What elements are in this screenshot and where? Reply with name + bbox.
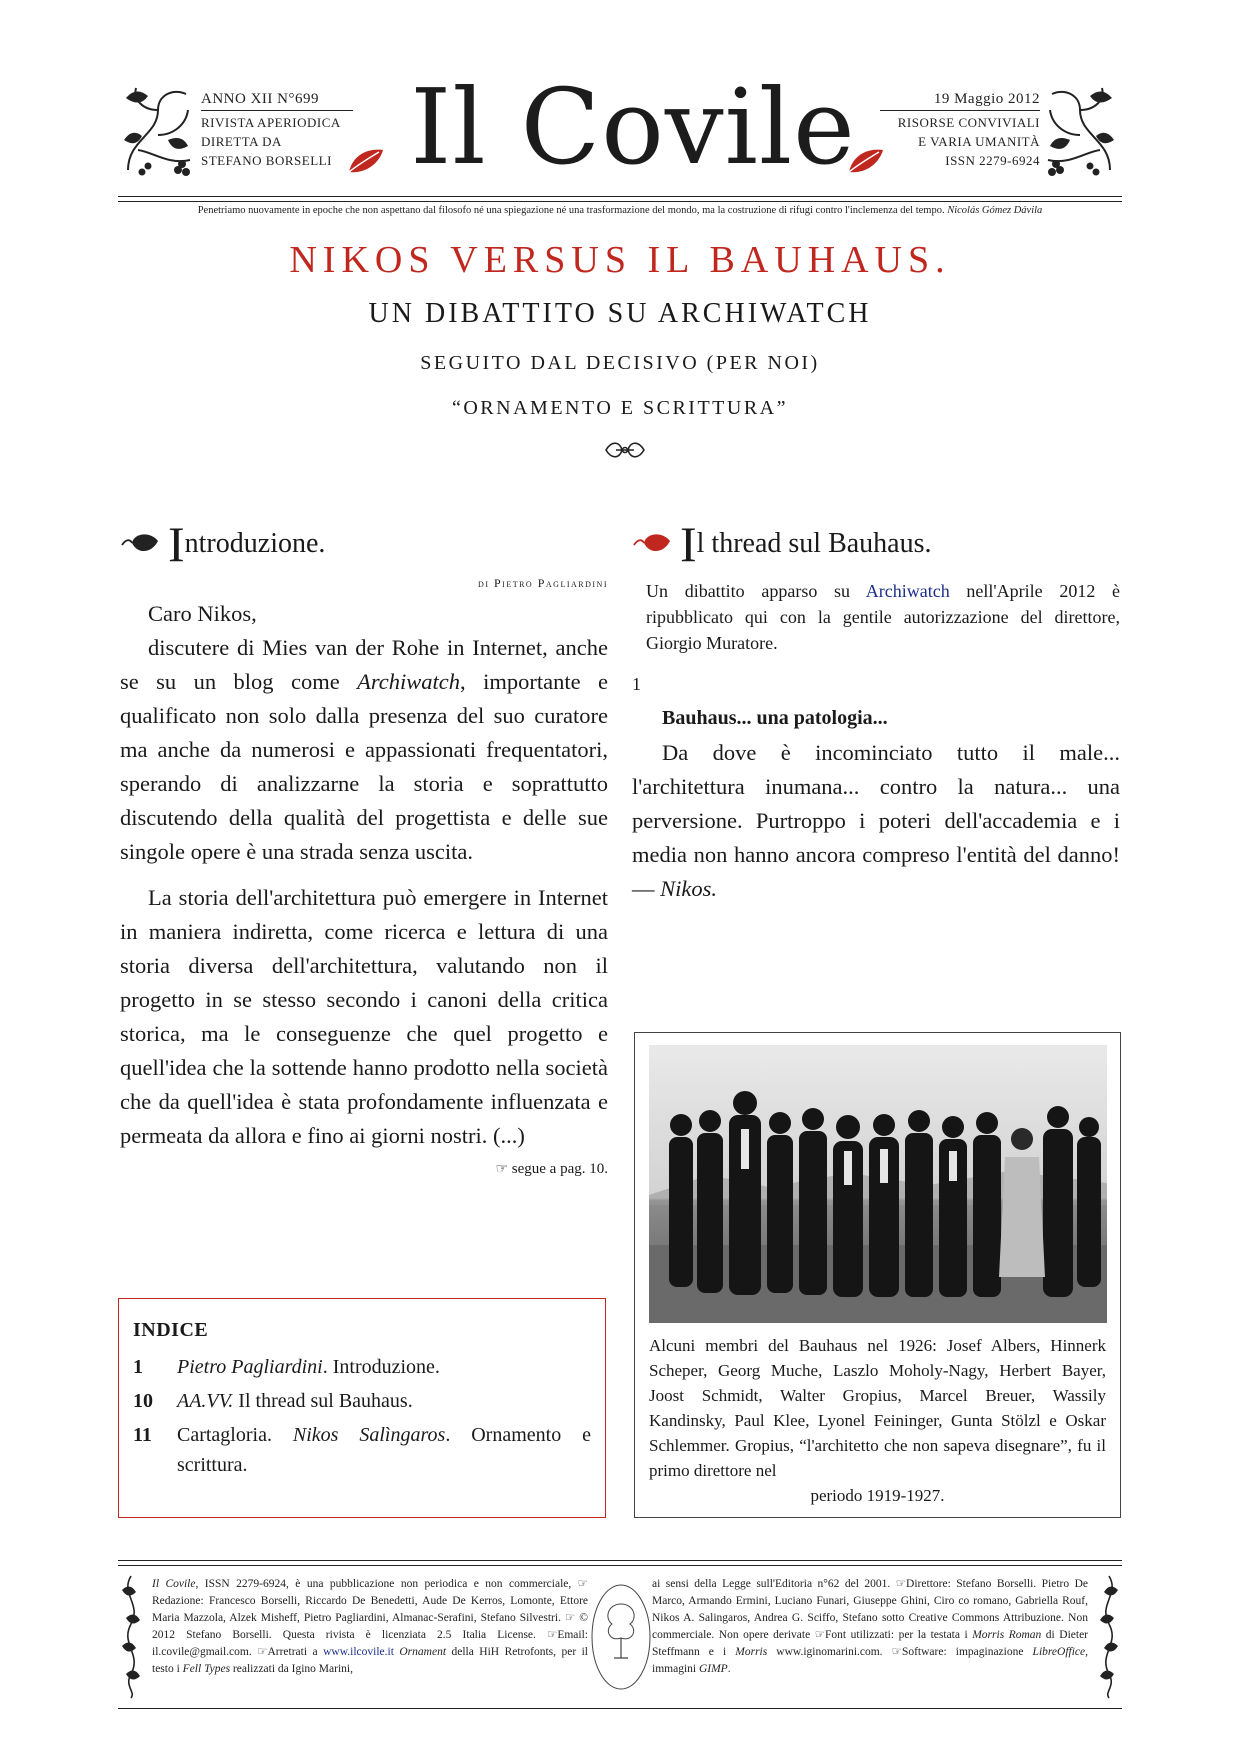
intro-heading-text: ntroduzione. [184, 528, 326, 559]
thread-intro [632, 578, 1120, 656]
page-subtitle-2: SEGUITO DAL DECISIVO (PER NOI) [420, 352, 820, 374]
hedera-icon [120, 531, 160, 557]
page-title: NIKOS VERSUS IL BAUHAUS. [289, 239, 951, 281]
vine-ornament-icon [118, 80, 196, 180]
colophon-software-libreoffice: LibreOffice [1032, 1646, 1086, 1658]
colophon-left-tail-2: realizzati da Igino Marini, [230, 1663, 353, 1675]
masthead-left-line: RIVISTA APERIODICA [201, 115, 341, 130]
colophon-right-text-d: , immagini [652, 1646, 1089, 1675]
vine-ornament-icon [1096, 1574, 1122, 1700]
page-subtitle-3: “ORNAMENTO E SCRITTURA” [451, 397, 788, 419]
motto [118, 204, 1122, 218]
colophon-right-text-b: di Dieter Steffmann e i [652, 1629, 1089, 1658]
colophon-bottom-rule [118, 1708, 1122, 1709]
page-subtitle: UN DIBATTITO SU ARCHIWATCH [368, 298, 872, 329]
intro-body [120, 597, 608, 1153]
intro-heading [120, 516, 608, 572]
vine-ornament-icon [118, 1574, 144, 1700]
index-page-number: 1 [133, 1356, 143, 1378]
motto-text: Penetriamo nuovamente in epoche che non aspettano dal filosofo né una spiegazione né una trasformazione del mondo, ma la costruzione di rifugi contro l'inclemenza del tempo. [197, 205, 945, 216]
colophon-right [652, 1576, 1088, 1678]
fleuron-icon [602, 438, 648, 462]
intro-heading-initial: I [168, 516, 185, 572]
index-entry-author: Pietro Pagliardini [177, 1356, 323, 1378]
index-item[interactable] [133, 1420, 591, 1480]
archiwatch-emphasis: Archiwatch [357, 669, 461, 694]
masthead-left-line: DIRETTA DA [201, 134, 282, 149]
index-item[interactable] [133, 1386, 591, 1416]
intro-paragraph-1-text: discutere di Mies van der Rohe in Internet, anche se su un blog come [120, 635, 608, 694]
motto-author: Nicolás Gómez Dávila [947, 205, 1043, 216]
thread-signature: Nikos. [660, 876, 718, 901]
thread-column [632, 516, 1120, 906]
introduction-column [120, 516, 608, 1178]
photo-caption-text: Alcuni membri del Bauhaus nel 1926: Josef Albers, Hinnerk Scheper, Georg Muche, Laszlo Moholy-Nagy, Herbert Bayer, Joost Schmidt, Walter Gropius, Marcel Breuer, Wassily Kandinsky, Paul Klee, Lyonel Feininger, Gunta Stölzl e Oskar Schlemmer. Gropius, “l'architetto che non sapeva disegnare”, fu il primo direttore nel [649, 1336, 1106, 1480]
colophon-font-name-2: Fell Types [182, 1663, 231, 1675]
colophon-rule [118, 1560, 1122, 1566]
colophon-font-name: Ornament [399, 1646, 447, 1658]
masthead-right-info [880, 90, 1040, 170]
index-entry-title: . Ornamento e scrittura. [177, 1424, 591, 1476]
masthead-right-line: E VARIA UMANITÀ [918, 134, 1040, 149]
leaf-icon [345, 146, 385, 176]
issue-number: ANNO XII N°699 [201, 90, 353, 111]
masthead-title: Il Covile [410, 66, 856, 188]
photo-figure [634, 1032, 1121, 1518]
hedera-icon [632, 531, 672, 557]
thread-heading-text: l thread sul Bauhaus. [696, 528, 932, 559]
colophon-left [152, 1576, 588, 1678]
intro-paragraph-1 [120, 631, 608, 869]
intro-paragraph-2: La storia dell'architettura può emergere in Internet in maniera indiretta, come ricerca e lettura di una storia diversa dell'architettura, valutando non il progetto in se stesso secondo i canoni della critica storica, ma le conseguenze che quel progetto e quell'idea che la sottende hanno prodotto nella società che da quell'idea è stata profondamente influenzata e permeata da allora e fino ai giorni nostri. (...) [120, 885, 608, 1148]
colophon-font-morris: Morris [735, 1646, 768, 1658]
colophon-font-morris-roman: Morris Roman [972, 1629, 1042, 1641]
issue-date: 19 Maggio 2012 [880, 90, 1040, 111]
masthead-rule [118, 196, 1122, 202]
thread-body-text: Da dove è incominciato tutto il male... l'architettura inumana... contro la natura... una perversione. Purtroppo i poteri dell'accademia e i media non hanno ancora compreso l'entità del danno! — [632, 740, 1120, 901]
photo-caption-end: periodo 1919-1927. [810, 1486, 945, 1505]
continued-text: segue a pag. 10. [511, 1161, 608, 1177]
archiwatch-link[interactable]: Archiwatch [865, 581, 950, 601]
website-link[interactable]: www.ilcovile.it [323, 1646, 394, 1658]
index-entry-text [177, 1386, 591, 1416]
index-box [118, 1298, 606, 1518]
colophon-software-gimp: GIMP [698, 1663, 728, 1675]
index-title: INDICE [133, 1319, 209, 1341]
masthead-right-line: ISSN 2279-6924 [945, 153, 1040, 168]
leaf-icon [845, 146, 885, 176]
colophon-journal-title: Il Covile [152, 1578, 196, 1590]
index-entry-text [177, 1352, 591, 1382]
index-entry-text [177, 1420, 591, 1480]
thread-intro-text-b: nell'Aprile 2012 è ripubblicato qui con la gentile autorizzazione del direttore, Giorgio Muratore. [646, 581, 1120, 653]
vine-ornament-icon [1042, 80, 1120, 180]
masthead-right-line: RISORSE CONVIVIALI [897, 115, 1040, 130]
colophon-left-text: , ISSN 2279-6924, è una pubblicazione non periodica e non commerciale, ☞Redazione: Francesco Borselli, Riccardo De Benedetti, Aude De Kerros, Lomonte, Ettore Maria Mazzola, Alzek Misheff, Pietro Pagliardini, Almanac-Serafini, Stefano Silvestri. ☞ © 2012 Stefano Borselli. Questa rivista è licenziata 2.5 Italia License. ☞Email: il.covile@gmail.com. ☞Arretrati a [152, 1578, 588, 1658]
seal-icon [590, 1582, 652, 1692]
index-entry-title: Il thread sul Bauhaus. [233, 1390, 413, 1412]
index-entry-author: Nikos Salìngaros [292, 1424, 446, 1446]
index-page-number: 10 [133, 1390, 153, 1412]
masthead-left-line: STEFANO BORSELLI [201, 153, 332, 168]
photo-caption [649, 1333, 1106, 1508]
index-entry-prefix: Cartagloria. [177, 1424, 293, 1446]
intro-byline: di Pietro Pagliardini [478, 576, 608, 590]
thread-heading [632, 516, 1120, 572]
intro-paragraph-1-text-b: , importante e qualificato non solo dalla presenza del suo curatore ma anche da numerosi e appassionati frequentatori, sperando di analizzarne la storia e soprattutto discutendo della qualità del progettista e delle sue singole opere è una strada senza uscita. [120, 669, 608, 864]
index-entry-author: AA.VV. [177, 1390, 234, 1412]
colophon-right-text-c: www.iginomarini.com. ☞Software: impaginazione [767, 1646, 1033, 1658]
thread-heading-initial: I [680, 516, 697, 572]
continued-note [120, 1161, 608, 1178]
thread-intro-text: Un dibattito apparso su [646, 581, 866, 601]
pointing-hand-icon: ☞ [495, 1162, 509, 1177]
thread-number: 1 [632, 674, 641, 694]
thread-subheading: Bauhaus... una patologia... [662, 707, 888, 729]
thread-body [632, 736, 1120, 906]
index-item[interactable] [133, 1352, 591, 1382]
index-entry-title: . Introduzione. [322, 1356, 440, 1378]
index-page-number: 11 [133, 1424, 152, 1446]
salutation: Caro Nikos, [148, 601, 257, 626]
colophon-right-text: ai sensi della Legge sull'Editoria n°62 del 2001. ☞Direttore: Stefano Borselli. Pietro De Marco, Armando Ermini, Luciano Funari, Giuseppe Ghini, Ciro co romano, Gabriella Rouf, Nikos A. Salingaros, Andrea G. Sciffo, Stefano sotto Creative Commons Attribuzione. Non commerciale. Non opere derivate ☞Font utilizzati: per la testata i [652, 1578, 1088, 1641]
bauhaus-group-photo [649, 1045, 1107, 1323]
colophon-left-tail: della HiH Retrofonts, per il testo i [152, 1646, 589, 1675]
colophon-right-text-e: . [727, 1663, 731, 1675]
